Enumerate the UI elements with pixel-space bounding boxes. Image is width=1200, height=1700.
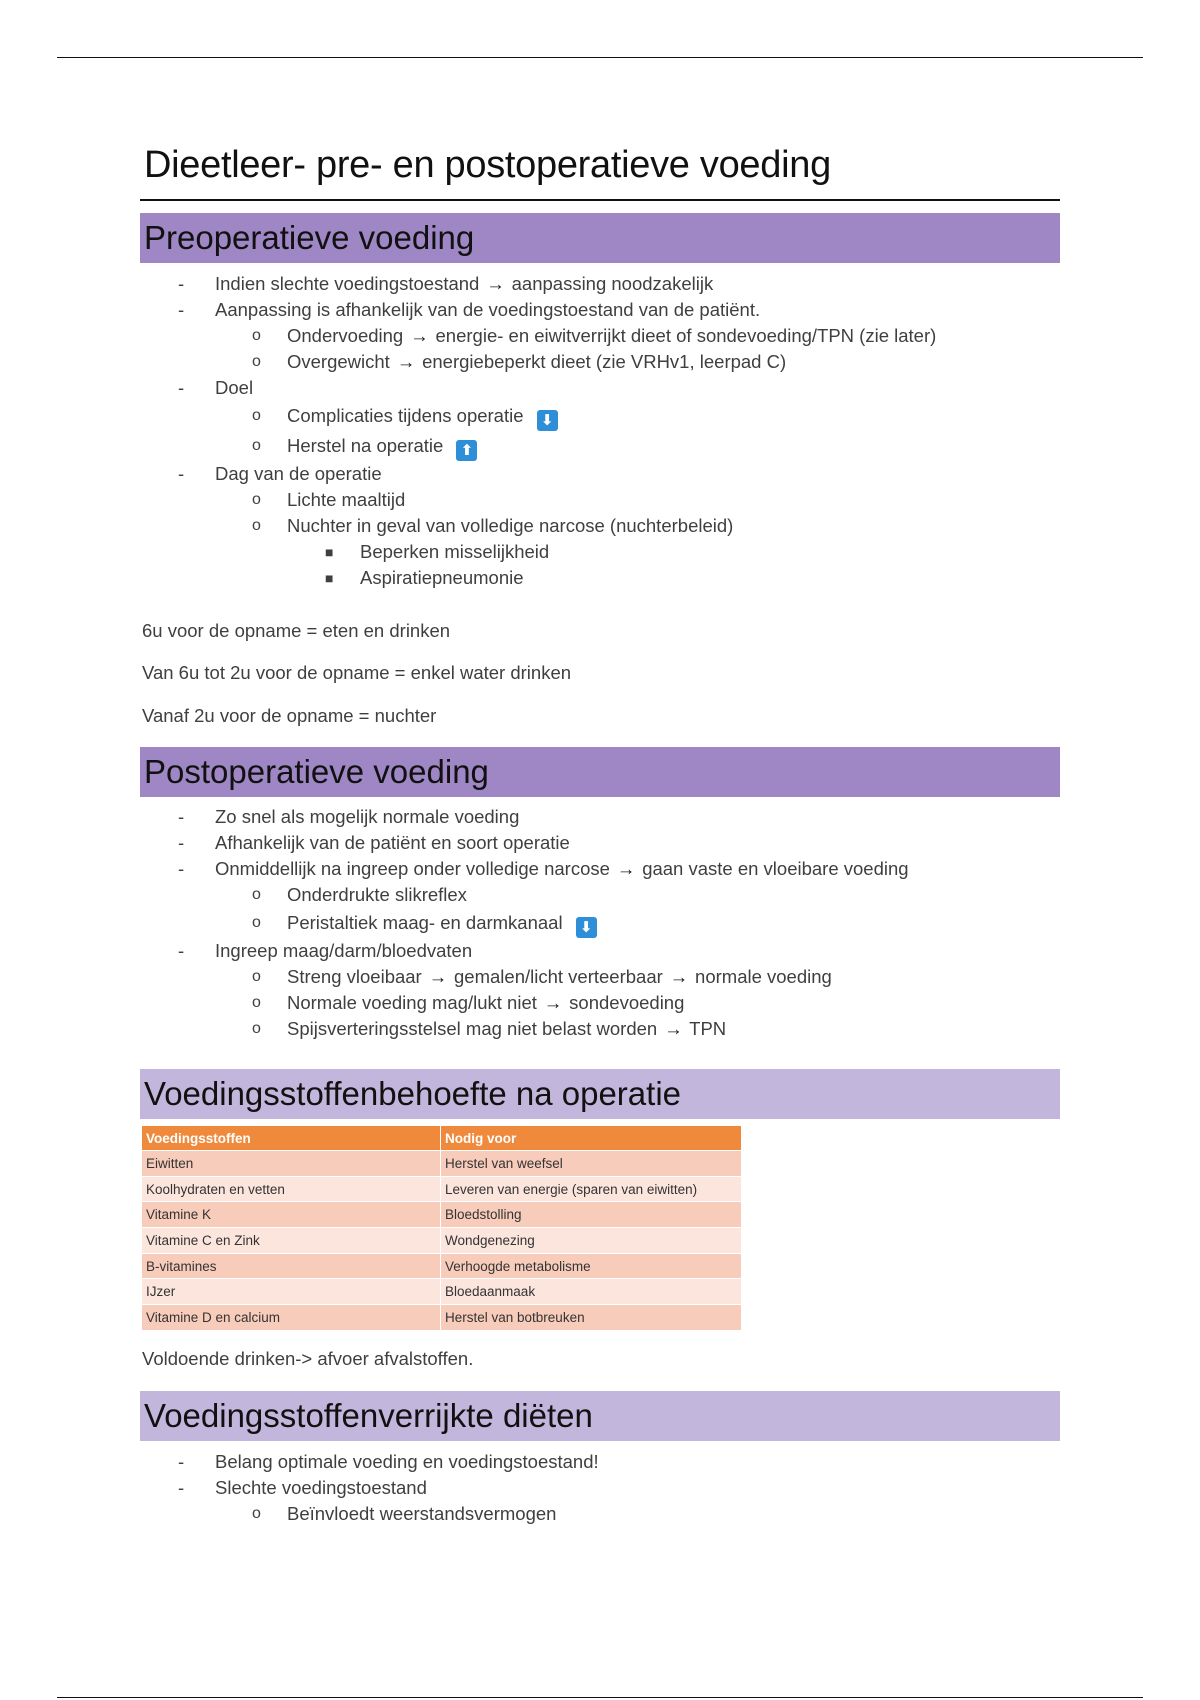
table-header-cell: Voedingsstoffen — [142, 1126, 441, 1151]
arrow-right-icon: → — [410, 325, 429, 346]
heading-preoperatieve: Preoperatieve voeding — [140, 213, 1060, 263]
list-item: ■ Beperken misselijkheid — [325, 541, 550, 562]
arrow-up-icon: ⬆ — [456, 440, 477, 461]
table-header-cell: Nodig voor — [441, 1126, 742, 1151]
arrow-right-icon: → — [543, 992, 563, 1013]
list-item: o Beïnvloedt weerstandsvermogen — [252, 1503, 557, 1524]
arrow-right-icon: → — [396, 351, 416, 372]
arrow-right-icon: → — [616, 858, 636, 879]
postop-list — [140, 804, 1060, 1042]
table-row: Vitamine C en Zink Wondgenezing — [142, 1228, 742, 1254]
paragraph: Van 6u tot 2u voor de opname = enkel water drinken — [142, 662, 572, 683]
list-item: o Onderdrukte slikreflex — [252, 884, 467, 905]
list-item: o Ondervoeding → energie- en eiwitverrijkt dieet of sondevoeding/TPN (zie later) — [140, 323, 1060, 349]
list-item: o Lichte maaltijd — [252, 489, 406, 510]
list-item: - Indien slechte voedingstoestand → aanpassing noodzakelijk — [140, 271, 1060, 297]
list-item: o Overgewicht → energiebeperkt dieet (zie VRHv1, leerpad C) — [140, 349, 1060, 375]
list-item: o Normale voeding mag/lukt niet → sondevoeding — [140, 990, 1060, 1016]
list-item: o Peristaltiek maag- en darmkanaal ⬇ — [140, 908, 1060, 938]
nutrients-table — [142, 1126, 742, 1330]
list-item: - Aanpassing is afhankelijk van de voedingstoestand van de patiënt. — [178, 299, 761, 320]
list-item: - Slechte voedingstoestand — [178, 1477, 427, 1498]
page-title: Dieetleer- pre- en postoperatieve voeding — [144, 144, 831, 186]
list-item: - Dag van de operatie — [178, 463, 382, 484]
list-item: - Onmiddellijk na ingreep onder volledige narcose → gaan vaste en vloeibare voeding — [140, 856, 1060, 882]
title-underline — [140, 199, 1060, 201]
paragraph: 6u voor de opname = eten en drinken — [142, 620, 451, 641]
list-item: o Streng vloeibaar → gemalen/licht verteerbaar → normale voeding — [140, 964, 1060, 990]
arrow-right-icon: → — [428, 966, 448, 987]
table-row: Vitamine D en calcium Herstel van botbreuken — [142, 1305, 742, 1330]
list-item: ■ Aspiratiepneumonie — [325, 567, 524, 588]
preop-list — [140, 271, 1060, 591]
table-row: Eiwitten Herstel van weefsel — [142, 1151, 742, 1177]
arrow-right-icon: → — [669, 966, 689, 987]
list-item: - Afhankelijk van de patiënt en soort operatie — [178, 832, 570, 853]
list-item: o Spijsverteringsstelsel mag niet belast worden → TPN — [140, 1016, 1060, 1042]
table-header-row — [142, 1126, 742, 1151]
arrow-right-icon: → — [486, 273, 505, 294]
heading-verrijkte-dieten: Voedingsstoffenverrijkte diëten — [140, 1391, 1060, 1441]
list-item: - Ingreep maag/darm/bloedvaten — [178, 940, 473, 961]
table-row: B-vitamines Verhoogde metabolisme — [142, 1253, 742, 1279]
table-row: Koolhydraten en vetten Leveren van energie (sparen van eiwitten) — [142, 1176, 742, 1202]
page-bottom-rule — [57, 1697, 1143, 1698]
paragraph: Voldoende drinken-> afvoer afvalstoffen. — [142, 1348, 474, 1369]
paragraph: Vanaf 2u voor de opname = nuchter — [142, 705, 437, 726]
arrow-down-icon: ⬇ — [537, 410, 558, 431]
list-item: - Zo snel als mogelijk normale voeding — [178, 806, 520, 827]
enriched-list — [140, 1449, 1060, 1527]
table-row: Vitamine K Bloedstolling — [142, 1202, 742, 1228]
list-item: - Belang optimale voeding en voedingstoestand! — [178, 1451, 599, 1472]
arrow-right-icon: → — [664, 1018, 683, 1039]
list-item: o Nuchter in geval van volledige narcose (nuchterbeleid) — [252, 515, 734, 536]
table-row: IJzer Bloedaanmaak — [142, 1279, 742, 1305]
list-item: - Doel — [178, 377, 254, 398]
list-item: o Herstel na operatie ⬆ — [140, 431, 1060, 461]
heading-postoperatieve: Postoperatieve voeding — [140, 747, 1060, 797]
heading-voedingsstoffenbehoefte: Voedingsstoffenbehoefte na operatie — [140, 1069, 1060, 1119]
list-item: o Complicaties tijdens operatie ⬇ — [140, 401, 1060, 431]
page-top-rule — [57, 57, 1143, 58]
arrow-down-icon: ⬇ — [576, 917, 597, 938]
